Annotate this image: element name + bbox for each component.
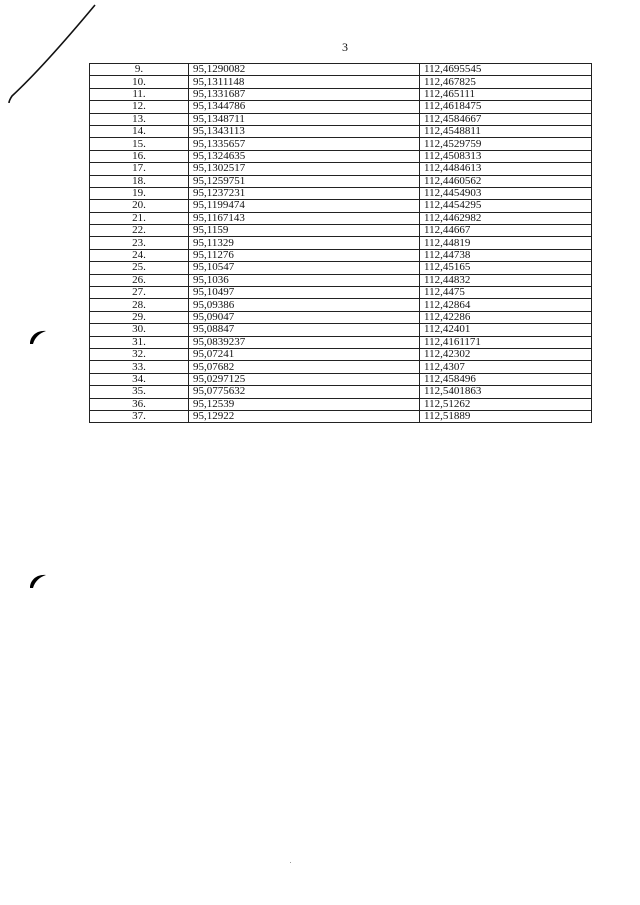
- coordinate-x-cell: 95,12922: [189, 410, 420, 422]
- point-number-cell: 23.: [90, 237, 189, 249]
- coordinates-table: [89, 63, 592, 423]
- point-number-cell: 32.: [90, 348, 189, 360]
- table-row: [90, 187, 592, 199]
- coordinate-x-cell: 95,12539: [189, 398, 420, 410]
- point-number-cell: 26.: [90, 274, 189, 286]
- coordinate-y-cell: 112,5401863: [420, 386, 592, 398]
- table-row: [90, 249, 592, 261]
- point-number-cell: 30.: [90, 324, 189, 336]
- coordinate-x-cell: 95,1199474: [189, 200, 420, 212]
- coordinate-x-cell: 95,1259751: [189, 175, 420, 187]
- point-number-cell: 33.: [90, 361, 189, 373]
- point-number-cell: 17.: [90, 163, 189, 175]
- coordinate-x-cell: 95,0775632: [189, 386, 420, 398]
- table-row: [90, 150, 592, 162]
- coordinate-y-cell: 112,4548811: [420, 125, 592, 137]
- point-number-cell: 9.: [90, 64, 189, 76]
- table-row: [90, 324, 592, 336]
- table-row: [90, 311, 592, 323]
- coordinate-y-cell: 112,42302: [420, 348, 592, 360]
- coordinate-y-cell: 112,4584667: [420, 113, 592, 125]
- table-row: [90, 175, 592, 187]
- table-row: [90, 361, 592, 373]
- table-row: [90, 299, 592, 311]
- coordinate-x-cell: 95,10497: [189, 287, 420, 299]
- point-number-cell: 18.: [90, 175, 189, 187]
- point-number-cell: 10.: [90, 76, 189, 88]
- coordinate-y-cell: 112,465111: [420, 88, 592, 100]
- page-number: 3: [342, 40, 348, 54]
- point-number-cell: 36.: [90, 398, 189, 410]
- point-number-cell: 12.: [90, 101, 189, 113]
- table-row: [90, 138, 592, 150]
- pen-stroke-mark: [9, 5, 95, 103]
- point-number-cell: 20.: [90, 200, 189, 212]
- coordinate-x-cell: 95,1290082: [189, 64, 420, 76]
- coordinate-x-cell: 95,1348711: [189, 113, 420, 125]
- coordinate-x-cell: 95,1324635: [189, 150, 420, 162]
- table-row: [90, 386, 592, 398]
- point-number-cell: 35.: [90, 386, 189, 398]
- coordinate-y-cell: 112,4454295: [420, 200, 592, 212]
- table-row: [90, 287, 592, 299]
- point-number-cell: 21.: [90, 212, 189, 224]
- coordinate-y-cell: 112,4695545: [420, 64, 592, 76]
- scan-speck: [290, 862, 291, 863]
- coordinate-y-cell: 112,51262: [420, 398, 592, 410]
- table-row: [90, 76, 592, 88]
- coordinate-x-cell: 95,07682: [189, 361, 420, 373]
- coordinate-x-cell: 95,1159: [189, 225, 420, 237]
- table-row: [90, 64, 592, 76]
- table-row: [90, 88, 592, 100]
- coordinate-y-cell: 112,4460562: [420, 175, 592, 187]
- coordinate-y-cell: 112,4475: [420, 287, 592, 299]
- table-row: [90, 101, 592, 113]
- point-number-cell: 29.: [90, 311, 189, 323]
- coordinate-y-cell: 112,4484613: [420, 163, 592, 175]
- table-row: [90, 212, 592, 224]
- coordinate-y-cell: 112,44819: [420, 237, 592, 249]
- point-number-cell: 34.: [90, 373, 189, 385]
- table-row: [90, 336, 592, 348]
- table-row: [90, 225, 592, 237]
- point-number-cell: 37.: [90, 410, 189, 422]
- coordinate-y-cell: 112,4618475: [420, 101, 592, 113]
- coordinate-x-cell: 95,1167143: [189, 212, 420, 224]
- point-number-cell: 24.: [90, 249, 189, 261]
- table-row: [90, 237, 592, 249]
- table-row: [90, 113, 592, 125]
- point-number-cell: 16.: [90, 150, 189, 162]
- point-number-cell: 11.: [90, 88, 189, 100]
- coordinate-y-cell: 112,4307: [420, 361, 592, 373]
- coordinate-x-cell: 95,10547: [189, 262, 420, 274]
- table-row: [90, 398, 592, 410]
- coordinate-y-cell: 112,42286: [420, 311, 592, 323]
- point-number-cell: 19.: [90, 187, 189, 199]
- coordinate-x-cell: 95,1344786: [189, 101, 420, 113]
- coordinate-y-cell: 112,51889: [420, 410, 592, 422]
- coordinate-x-cell: 95,1237231: [189, 187, 420, 199]
- coordinate-x-cell: 95,07241: [189, 348, 420, 360]
- coordinate-x-cell: 95,1331687: [189, 88, 420, 100]
- coordinate-y-cell: 112,44667: [420, 225, 592, 237]
- coordinate-y-cell: 112,4508313: [420, 150, 592, 162]
- table-row: [90, 410, 592, 422]
- punch-hole-mark-lower: [30, 575, 46, 588]
- point-number-cell: 28.: [90, 299, 189, 311]
- coordinate-y-cell: 112,4161171: [420, 336, 592, 348]
- table-row: [90, 373, 592, 385]
- coordinate-x-cell: 95,0839237: [189, 336, 420, 348]
- table-row: [90, 274, 592, 286]
- coordinate-y-cell: 112,4462982: [420, 212, 592, 224]
- coordinate-y-cell: 112,467825: [420, 76, 592, 88]
- coordinate-y-cell: 112,44832: [420, 274, 592, 286]
- table-row: [90, 262, 592, 274]
- point-number-cell: 31.: [90, 336, 189, 348]
- point-number-cell: 15.: [90, 138, 189, 150]
- coordinate-x-cell: 95,11329: [189, 237, 420, 249]
- coordinate-x-cell: 95,1343113: [189, 125, 420, 137]
- table-row: [90, 163, 592, 175]
- coordinate-y-cell: 112,45165: [420, 262, 592, 274]
- point-number-cell: 22.: [90, 225, 189, 237]
- coordinate-y-cell: 112,458496: [420, 373, 592, 385]
- coordinate-x-cell: 95,1036: [189, 274, 420, 286]
- coordinate-y-cell: 112,42864: [420, 299, 592, 311]
- coordinate-y-cell: 112,42401: [420, 324, 592, 336]
- coordinate-y-cell: 112,4454903: [420, 187, 592, 199]
- coordinate-x-cell: 95,08847: [189, 324, 420, 336]
- coordinates-table-body: [90, 64, 592, 423]
- coordinate-y-cell: 112,4529759: [420, 138, 592, 150]
- coordinate-x-cell: 95,1311148: [189, 76, 420, 88]
- coordinate-x-cell: 95,09047: [189, 311, 420, 323]
- table-row: [90, 125, 592, 137]
- table-row: [90, 348, 592, 360]
- coordinate-x-cell: 95,11276: [189, 249, 420, 261]
- point-number-cell: 27.: [90, 287, 189, 299]
- table-row: [90, 200, 592, 212]
- coordinate-x-cell: 95,1302517: [189, 163, 420, 175]
- point-number-cell: 25.: [90, 262, 189, 274]
- point-number-cell: 14.: [90, 125, 189, 137]
- coordinate-x-cell: 95,09386: [189, 299, 420, 311]
- coordinate-y-cell: 112,44738: [420, 249, 592, 261]
- coordinate-x-cell: 95,1335657: [189, 138, 420, 150]
- punch-hole-mark-upper: [30, 331, 46, 344]
- point-number-cell: 13.: [90, 113, 189, 125]
- coordinate-x-cell: 95,0297125: [189, 373, 420, 385]
